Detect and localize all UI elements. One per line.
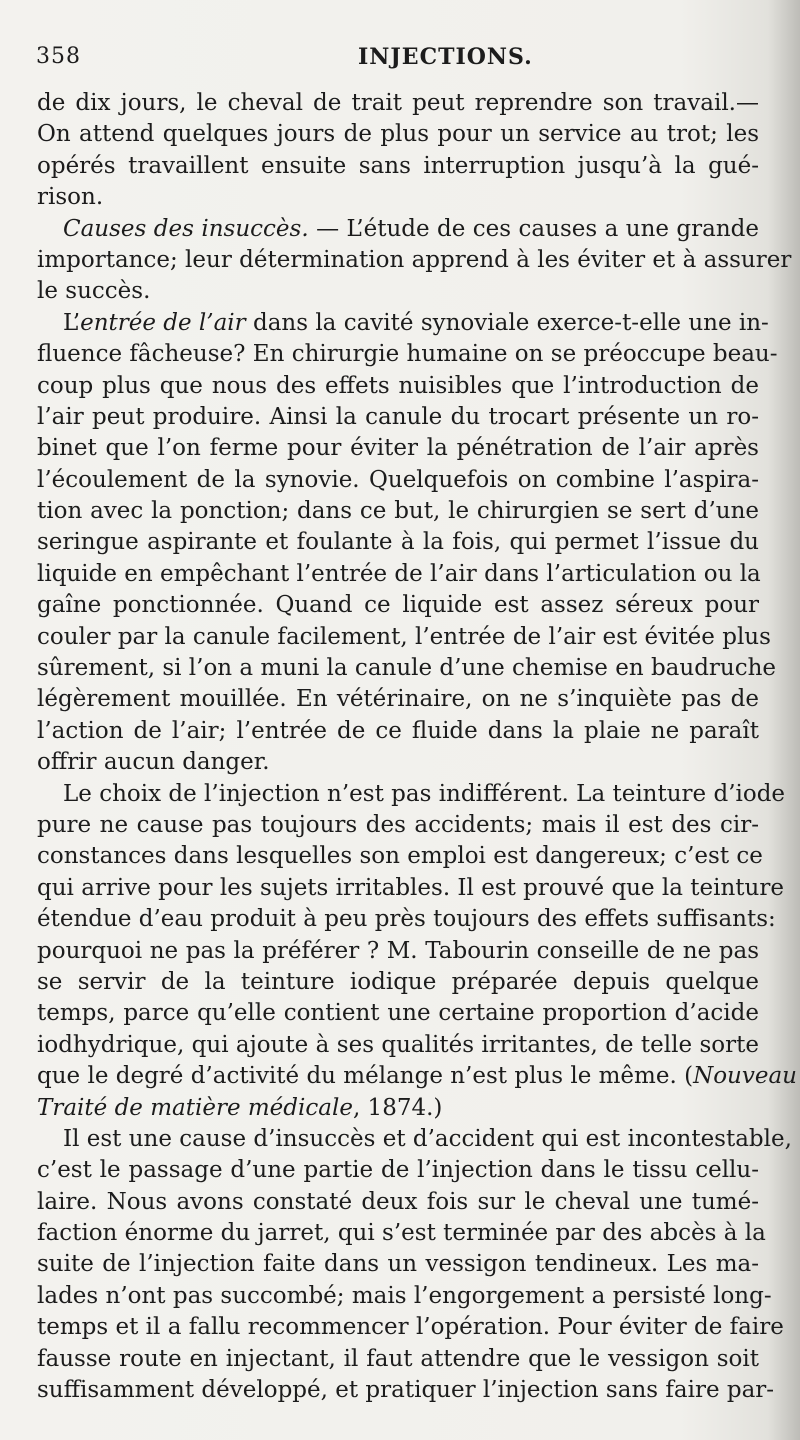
text-line bbox=[37, 967, 759, 998]
text-run: faction énorme du jarret, qui s’est terminée par des abcès à la bbox=[37, 1220, 766, 1247]
text-run: suffisamment développé, et pratiquer l’injection sans faire par- bbox=[37, 1377, 775, 1404]
text-run: sûrement, si l’on a muni la canule d’une chemise en baudruche bbox=[37, 655, 777, 682]
text-run: Le choix de l’injection n’est pas indifférent. La teinture d’iode bbox=[63, 780, 786, 807]
text-line bbox=[37, 1312, 784, 1343]
text-line bbox=[37, 1155, 759, 1186]
text-line bbox=[37, 527, 759, 558]
text-run: seringue aspirante et foulante à la fois, qui permet l’issue du bbox=[37, 529, 759, 556]
text-run: qui arrive pour les sujets irritables. Il est prouvé que la teinture bbox=[37, 874, 784, 901]
text-line bbox=[37, 747, 759, 778]
italic-text: Nouveau bbox=[693, 1063, 797, 1090]
text-line bbox=[37, 684, 759, 715]
text-line bbox=[37, 716, 759, 747]
text-line bbox=[37, 402, 759, 433]
text-run: que le degré d’activité du mélange n’est plus le même. ( bbox=[37, 1063, 694, 1090]
text-line bbox=[37, 1124, 792, 1155]
text-line bbox=[37, 1281, 772, 1312]
page-header bbox=[36, 44, 736, 78]
text-line bbox=[37, 1344, 759, 1375]
text-line bbox=[37, 1249, 759, 1280]
text-run: c’est le passage d’une partie de l’injection dans le tissu cellu- bbox=[37, 1157, 759, 1184]
text-line bbox=[37, 339, 778, 370]
text-line bbox=[37, 371, 759, 402]
text-line bbox=[37, 779, 786, 810]
italic-text: Traité de matière médicale bbox=[37, 1094, 353, 1121]
text-run: le succès. bbox=[37, 278, 151, 305]
text-run: suite de l’injection faite dans un vessigon tendineux. Les ma- bbox=[37, 1251, 759, 1278]
text-line bbox=[37, 182, 759, 213]
body-text bbox=[37, 88, 797, 1406]
text-line bbox=[37, 1093, 759, 1124]
text-run: l’écoulement de la synovie. Quelquefois on combine l’aspira- bbox=[37, 466, 759, 493]
text-run: temps, parce qu’elle contient une certaine proportion d’acide bbox=[37, 1000, 759, 1027]
text-run: l’action de l’air; l’entrée de ce fluide dans la plaie ne paraît bbox=[37, 717, 759, 744]
text-line bbox=[37, 590, 759, 621]
text-run: tion avec la ponction; dans ce but, le chirurgien se sert d’une bbox=[37, 498, 759, 525]
text-line bbox=[37, 1187, 759, 1218]
text-run: L’ bbox=[63, 309, 81, 336]
text-run: laire. Nous avons constaté deux fois sur le cheval une tumé- bbox=[37, 1188, 759, 1215]
page-number: 358 bbox=[36, 44, 81, 69]
text-run: constances dans lesquelles son emploi est dangereux; c’est ce bbox=[37, 843, 763, 870]
text-run: de dix jours, le cheval de trait peut reprendre son travail.— bbox=[37, 90, 759, 116]
text-run: se servir de la teinture iodique préparée depuis quelque bbox=[37, 968, 759, 995]
text-line bbox=[37, 998, 759, 1029]
text-run: offrir aucun danger. bbox=[37, 749, 270, 776]
text-line bbox=[37, 936, 759, 967]
text-run: importance; leur détermination apprend à les éviter et à assurer bbox=[37, 246, 792, 273]
text-run: étendue d’eau produit à peu près toujours des effets suffisants: bbox=[37, 906, 776, 933]
text-line bbox=[37, 276, 759, 307]
text-run: Il est une cause d’insuccès et d’accident qui est incontestable, bbox=[63, 1125, 792, 1152]
text-line bbox=[37, 904, 776, 935]
text-run: temps et il a fallu recommencer l’opération. Pour éviter de faire bbox=[37, 1314, 784, 1341]
text-run: binet que l’on ferme pour éviter la pénétration de l’air après bbox=[37, 435, 759, 462]
text-line bbox=[37, 496, 759, 527]
text-line bbox=[37, 465, 759, 496]
text-run: dans la cavité synoviale exerce-t-elle une in- bbox=[245, 309, 769, 336]
text-line bbox=[37, 559, 759, 590]
text-run: , 1874.) bbox=[352, 1094, 443, 1121]
text-run: opérés travaillent ensuite sans interruption jusqu’à la gué- bbox=[37, 152, 759, 179]
text-line bbox=[37, 1375, 775, 1406]
text-run: gaîne ponctionnée. Quand ce liquide est assez séreux pour bbox=[37, 592, 759, 619]
italic-text: Causes des insuccès. bbox=[63, 215, 309, 242]
text-line bbox=[37, 151, 759, 182]
text-line bbox=[37, 88, 759, 119]
text-line bbox=[37, 245, 792, 276]
text-run: lades n’ont pas succombé; mais l’engorgement a persisté long- bbox=[37, 1282, 772, 1309]
text-line bbox=[37, 622, 771, 653]
text-run: coup plus que nous des effets nuisibles que l’introduction de bbox=[37, 372, 759, 399]
text-line bbox=[37, 873, 784, 904]
text-line bbox=[37, 1218, 766, 1249]
text-run: liquide en empêchant l’entrée de l’air dans l’articulation ou la bbox=[37, 560, 761, 587]
text-line bbox=[37, 841, 763, 872]
text-line bbox=[37, 119, 759, 150]
text-run: — L’étude de ces causes a une grande bbox=[308, 215, 760, 242]
text-line bbox=[37, 308, 769, 339]
text-run: pourquoi ne pas la préférer ? M. Tabourin conseille de ne pas bbox=[37, 937, 759, 964]
text-line bbox=[37, 1061, 797, 1092]
running-title: INJECTIONS. bbox=[358, 44, 533, 70]
text-run: rison. bbox=[37, 184, 104, 211]
text-run: fluence fâcheuse? En chirurgie humaine on se préoccupe beau- bbox=[37, 341, 778, 368]
italic-text: entrée de l’air bbox=[80, 309, 246, 336]
text-line bbox=[37, 1030, 759, 1061]
text-run: légèrement mouillée. En vétérinaire, on ne s’inquiète pas de bbox=[37, 686, 759, 713]
text-run: pure ne cause pas toujours des accidents; mais il est des cir- bbox=[37, 811, 759, 838]
text-line bbox=[37, 810, 759, 841]
text-run: fausse route en injectant, il faut attendre que le vessigon soit bbox=[37, 1345, 759, 1372]
text-line bbox=[37, 653, 777, 684]
text-run: On attend quelques jours de plus pour un service au trot; les bbox=[37, 121, 759, 148]
text-line bbox=[37, 214, 759, 245]
text-run: l’air peut produire. Ainsi la canule du trocart présente un ro- bbox=[37, 403, 759, 430]
text-line bbox=[37, 433, 759, 464]
text-run: iodhydrique, qui ajoute à ses qualités irritantes, de telle sorte bbox=[37, 1031, 759, 1058]
text-run: couler par la canule facilement, l’entrée de l’air est évitée plus bbox=[37, 623, 771, 650]
